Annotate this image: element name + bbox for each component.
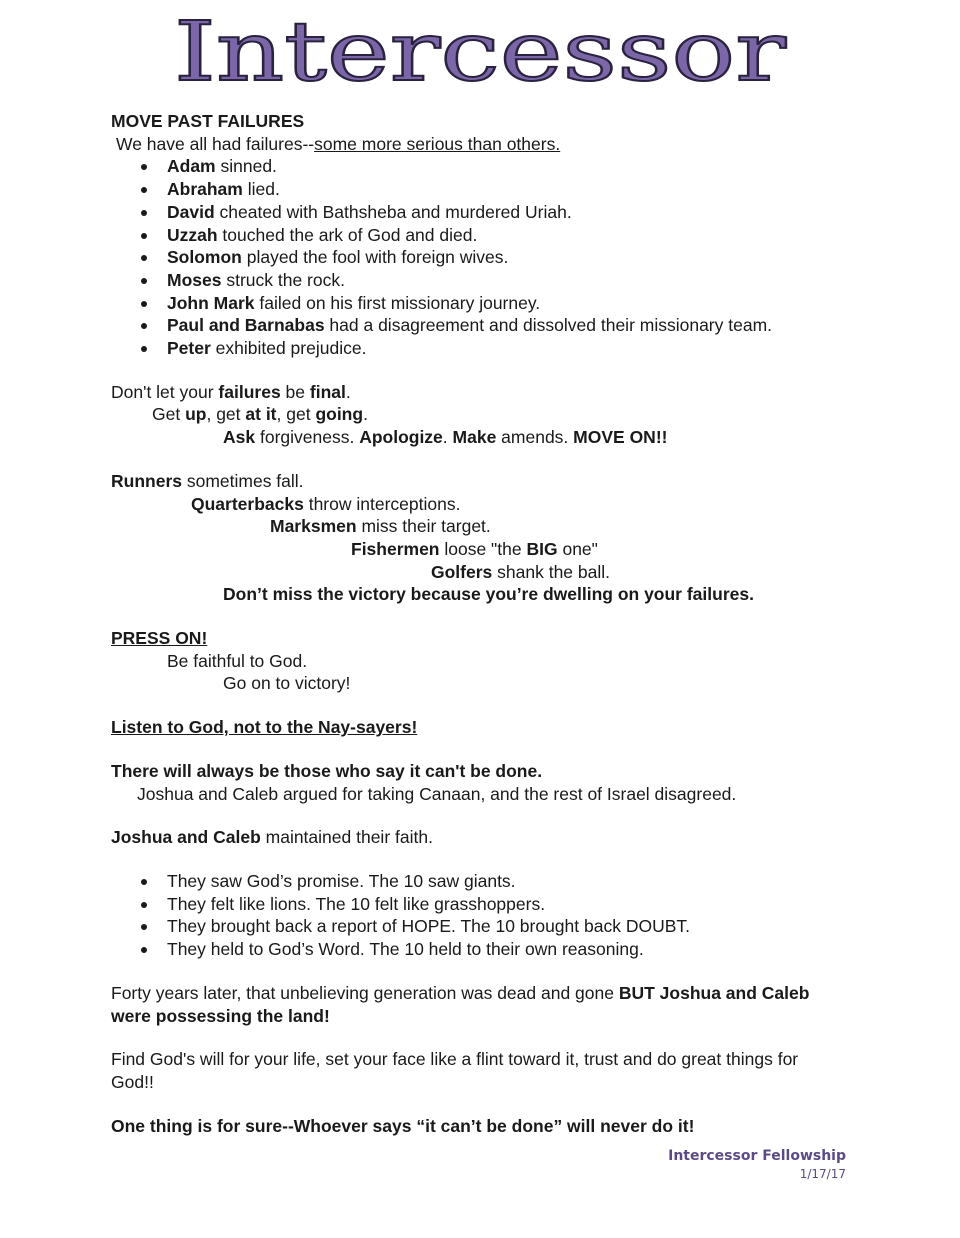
list-item: David cheated with Bathsheba and murdered Uriah. xyxy=(111,201,841,224)
fishermen-line: Fishermen loose "the BIG one" xyxy=(351,538,598,559)
go-on-line: Go on to victory! xyxy=(223,673,351,694)
section-heading-press-on: PRESS ON! xyxy=(111,628,208,649)
quarterbacks-line: Quarterbacks throw interceptions. xyxy=(191,493,461,514)
list-item: They saw God’s promise. The 10 saw giants. xyxy=(111,870,841,893)
section-heading-move-past-failures: MOVE PAST FAILURES xyxy=(111,111,305,131)
list-item: They brought back a report of HOPE. The 10 brought back DOUBT. xyxy=(111,915,841,938)
list-item: Uzzah touched the ark of God and died. xyxy=(111,224,841,247)
golfers-line: Golfers shank the ball. xyxy=(431,561,610,582)
get-going-line: Get up, get at it, get going. xyxy=(152,404,368,425)
failures-list xyxy=(111,155,841,359)
runners-line: Runners sometimes fall. xyxy=(111,470,304,491)
list-item: Abraham lied. xyxy=(111,178,841,201)
footer-org: Intercessor Fellowship xyxy=(668,1148,846,1164)
list-item: Paul and Barnabas had a disagreement and dissolved their missionary team. xyxy=(111,314,841,337)
footer xyxy=(668,1147,846,1183)
dont-miss-line: Don’t miss the victory because you’re dwelling on your failures. xyxy=(223,584,754,605)
list-item: John Mark failed on his first missionary journey. xyxy=(111,292,841,315)
list-item: Adam sinned. xyxy=(111,155,841,178)
list-item: Moses struck the rock. xyxy=(111,269,841,292)
list-item: Peter exhibited prejudice. xyxy=(111,337,841,360)
section-heading-listen-to-god: Listen to God, not to the Nay-sayers! xyxy=(111,717,418,738)
naysayers-line: There will always be those who say it can't be done. xyxy=(111,760,543,781)
final-line: Don't let your failures be final. xyxy=(111,381,351,402)
masthead-title: Intercessor xyxy=(174,14,788,90)
be-faithful-line: Be faithful to God. xyxy=(167,650,308,671)
failures-intro: We have all had failures--some more serious than others. xyxy=(116,133,561,154)
masthead-wordmark xyxy=(160,14,800,90)
forty-years-paragraph: Forty years later, that unbelieving generation was dead and gone BUT Joshua and Caleb were possessing the land! xyxy=(111,982,810,1026)
footer-date: 1/17/17 xyxy=(799,1167,846,1181)
list-item: They held to God’s Word. The 10 held to their own reasoning. xyxy=(111,938,841,961)
list-item: They felt like lions. The 10 felt like grasshoppers. xyxy=(111,893,841,916)
list-item: Solomon played the fool with foreign wives. xyxy=(111,246,841,269)
find-gods-will-paragraph: Find God's will for your life, set your face like a flint toward it, trust and do great things for God!! xyxy=(111,1049,799,1092)
marksmen-line: Marksmen miss their target. xyxy=(270,516,491,537)
document-body xyxy=(111,110,841,1137)
move-on-line: Ask forgiveness. Apologize. Make amends. MOVE ON!! xyxy=(223,427,668,448)
faith-line: Joshua and Caleb maintained their faith. xyxy=(111,827,433,848)
canaan-line: Joshua and Caleb argued for taking Canaan, and the rest of Israel disagreed. xyxy=(137,783,737,804)
contrast-list xyxy=(111,870,841,961)
masthead xyxy=(0,14,960,90)
closing-line: One thing is for sure--Whoever says “it can’t be done” will never do it! xyxy=(111,1115,695,1136)
